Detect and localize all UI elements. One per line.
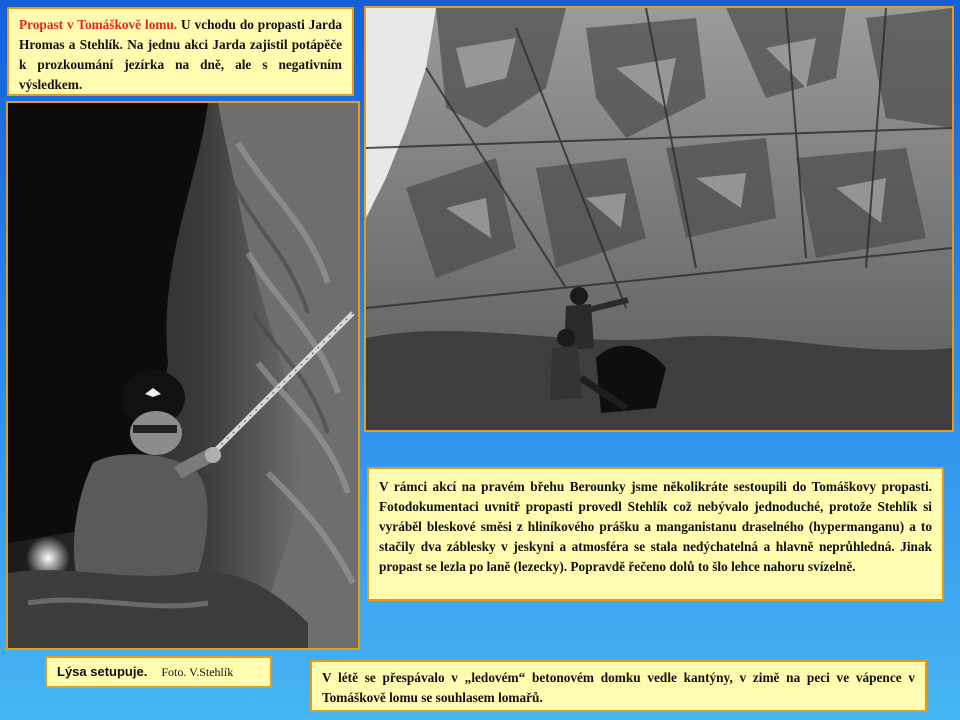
rock-face-photo xyxy=(364,6,954,432)
caption-bottom-text: V létě se přespávalo v „ledovém“ betonovém domku vedle kantýny, v zimě na peci ve vápence v Tomáškově lomu se souhlasem lomařů. xyxy=(322,670,915,705)
caption-top-paragraph xyxy=(19,15,342,95)
cave-photo-image xyxy=(8,103,358,648)
rock-face-image xyxy=(366,8,952,430)
photo-credit xyxy=(45,656,272,688)
photo-credit-author: Foto. V.Stehlík xyxy=(161,665,234,679)
caption-top-heading: Propast v Tomáškově lomu. xyxy=(19,17,178,32)
caption-middle-text: V rámci akcí na pravém břehu Berounky jsme několikráte sestoupili do Tomáškovy propasti. Fotodokumentaci uvnitř propasti provedl Stehlík což nebývalo jednoduché, protože Stehlík si vyráběl bleskové směsi z hliníkového prášku a manganistanu draselného (hypermanganu) a to stačily dva záblesky v jeskyni a atmosféra se stala nedýchatelná a hlavně neprůhledná. Jinak propast se lezla po laně (lezecky). Popravdě řečeno dolů to šlo lehce nahoru svízelně. xyxy=(379,479,932,574)
photo-credit-caption: Lýsa setupuje. xyxy=(57,664,148,679)
caption-bottom xyxy=(310,660,927,712)
caption-middle xyxy=(367,467,944,601)
caption-top xyxy=(7,7,354,96)
cave-photo xyxy=(6,101,360,650)
caption-top-text: U vchodu do propasti Jarda Hromas a Stehlík. Na jednu akci Jarda zajistil potápěče k prozkoumání jezírka na dně, ale s negativním výsledkem. xyxy=(19,17,342,92)
